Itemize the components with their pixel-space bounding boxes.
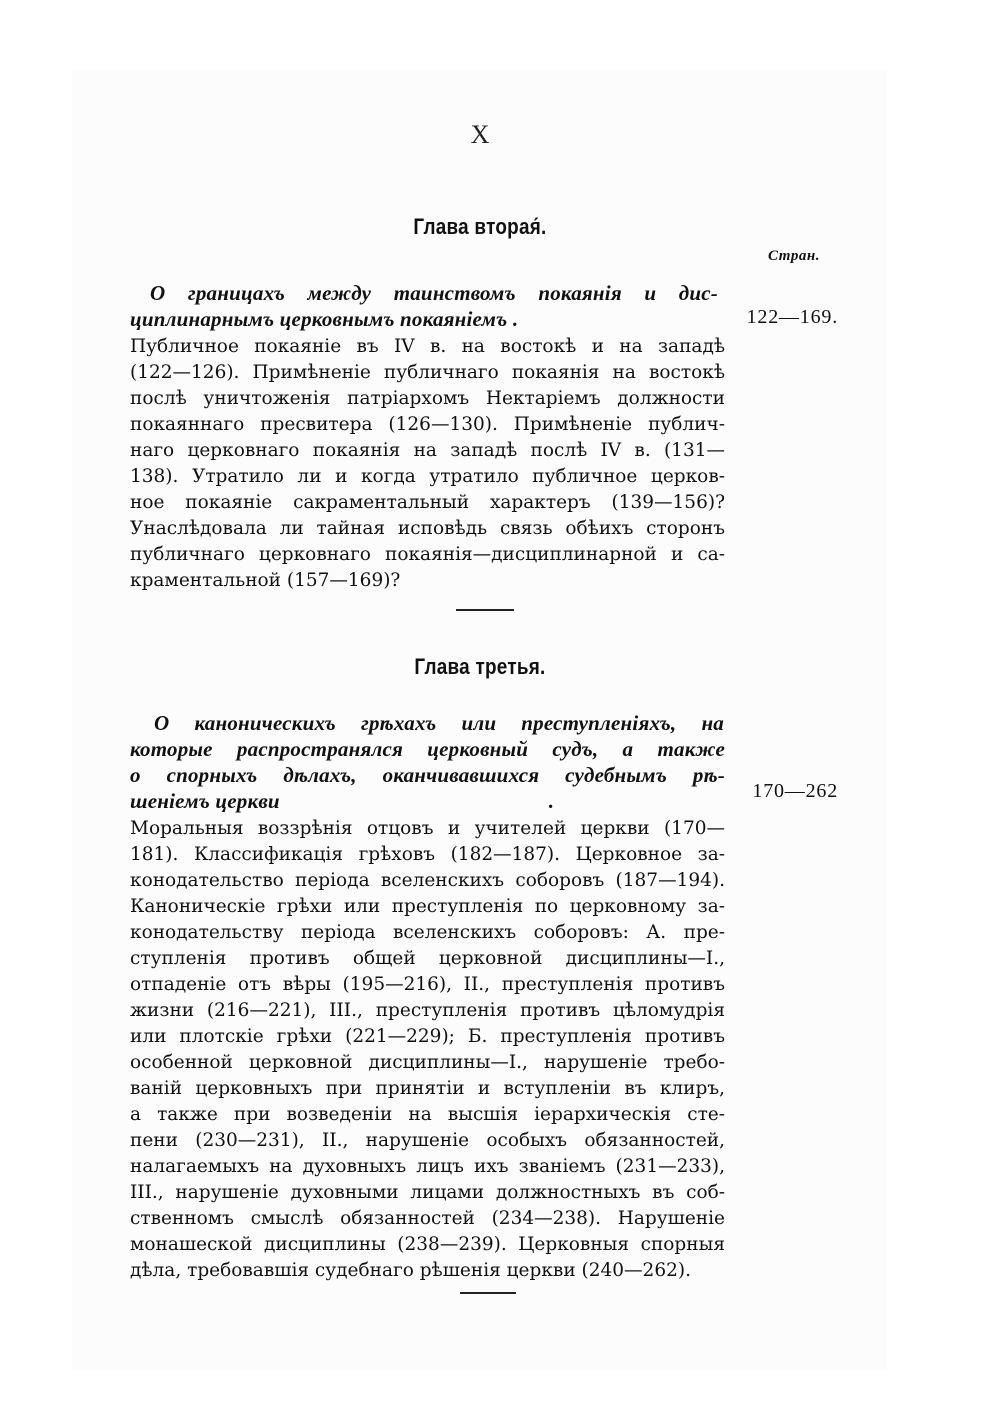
chapter-2-summary-line: Унаслѣдовала ли тайная исповѣдь связь обѣихъ сторонъ <box>130 518 725 539</box>
chapter-3-summary-line: а также при возведеніи на высшія іерархическія сте- <box>130 1104 725 1125</box>
chapter-3-summary-line: Каноническіе грѣхи или преступленія по церковному за- <box>130 896 725 917</box>
chapter-2-summary-line: (122—126). Примѣненіе публичнаго покаянія на востокѣ <box>130 362 725 383</box>
chapter-3-summary-line: или плотскіе грѣхи (221—229); Б. преступленія противъ <box>130 1026 725 1047</box>
leader-dot: . <box>548 789 554 813</box>
pages-column-label: Стран. <box>768 248 820 264</box>
page-number: X <box>470 120 490 149</box>
chapter-2-summary-line: публичнаго церковнаго покаянія—дисциплинарной и са- <box>130 544 725 565</box>
chapter-3-summary-line: III., нарушеніе духовными лицами должностныхъ въ соб- <box>130 1182 725 1203</box>
chapter-2-title-line: О границахъ между таинствомъ покаянія и дис- <box>150 281 718 305</box>
chapter-2-summary-line: покаяннаго пресвитера (126—130). Примѣненіе публич- <box>130 414 725 435</box>
chapter-2-summary-line: Публичное покаяніе въ IV в. на востокѣ и на западѣ <box>130 336 725 357</box>
chapter-3-summary-line: жизни (216—221), III., преступленія противъ цѣломудрія <box>130 1000 725 1021</box>
chapter-2-summary-line: наго церковнаго покаянія на западѣ послѣ IV в. (131— <box>130 440 725 461</box>
chapter-3-summary-line: конодательству періода вселенскихъ соборовъ: А. пре- <box>130 922 725 943</box>
chapter-3-summary-line: Моральныя воззрѣнія отцовъ и учителей церкви (170— <box>130 818 725 839</box>
chapter-3-title-line: о спорныхъ дѣлахъ, оканчивавшихся судебнымъ рѣ- <box>130 763 725 787</box>
chapter-2-heading: Глава вторая́. <box>413 214 547 239</box>
section-divider <box>460 1292 516 1294</box>
section-divider <box>456 609 514 611</box>
chapter-3-title-line: О каноническихъ грѣхахъ или преступленіяхъ, на <box>154 711 724 735</box>
chapter-3-summary-line: пени (230—231), II., нарушеніе особыхъ обязанностей, <box>130 1130 725 1151</box>
chapter-3-page-range: 170—262 <box>752 780 838 802</box>
chapter-3-summary-line: налагаемыхъ на духовныхъ лицъ ихъ званіемъ (231—233), <box>130 1156 725 1177</box>
chapter-3-title-line: шеніемъ церкви <box>130 789 280 813</box>
chapter-3-heading: Глава третья. <box>414 654 546 679</box>
chapter-2-summary-line: ное покаяніе сакраментальный характеръ (139—156)? <box>130 492 725 513</box>
chapter-2-summary-line: краментальной (157—169)? <box>130 570 401 591</box>
chapter-3-summary-line: отпаденіе отъ вѣры (195—216), II., преступленія противъ <box>130 974 725 995</box>
chapter-3-title-line: которые распространялся церковный судъ, а также <box>130 737 725 761</box>
chapter-2-page-range: 122—169. <box>746 306 838 328</box>
chapter-3-summary-line: конодательство періода вселенскихъ соборовъ (187—194). <box>130 870 725 891</box>
chapter-2-summary-line: 138). Утратило ли и когда утратило публичное церков- <box>130 466 725 487</box>
chapter-3-summary-line: особенной церковной дисциплины—I., нарушеніе требо- <box>130 1052 725 1073</box>
chapter-3-summary-line: дѣла, требовавшія судебнаго рѣшенія церкви (240—262). <box>130 1260 691 1281</box>
chapter-2-title-line: циплинарнымъ церковнымъ покаяніемъ . <box>130 307 519 331</box>
chapter-3-summary-line: ственномъ смыслѣ обязанностей (234—238). Нарушеніе <box>130 1208 725 1229</box>
chapter-2-summary-line: послѣ уничтоженія патріархомъ Нектаріемъ должности <box>130 388 725 409</box>
chapter-3-summary-line: 181). Классификація грѣховъ (182—187). Церковное за- <box>130 844 725 865</box>
chapter-3-summary-line: ступленія противъ общей церковной дисциплины—I., <box>130 948 725 969</box>
chapter-3-summary-line: монашеской дисциплины (238—239). Церковныя спорныя <box>130 1234 725 1255</box>
chapter-3-summary-line: ваній церковныхъ при принятіи и вступленіи въ клиръ, <box>130 1078 725 1099</box>
